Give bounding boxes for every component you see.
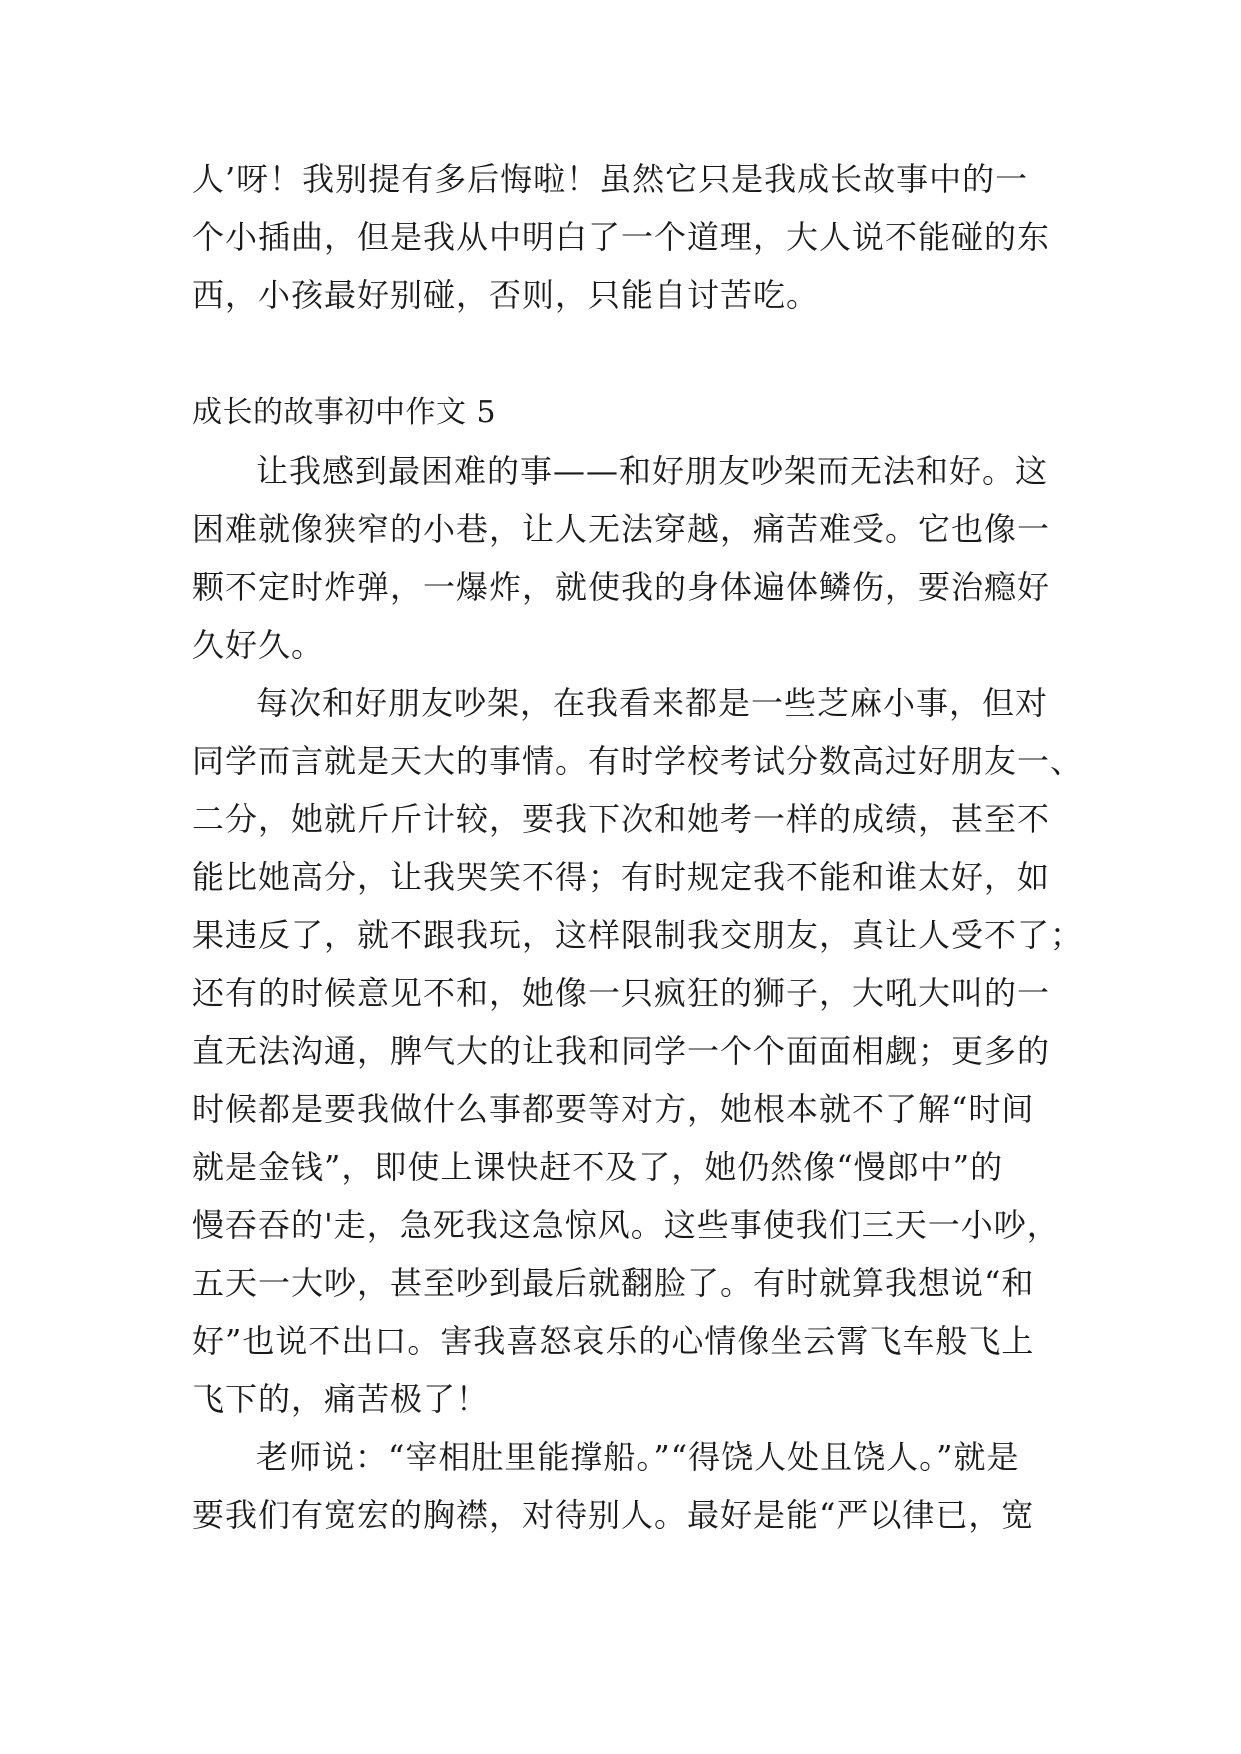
text-line: 久好久。 [192,626,325,664]
text-line: 时候都是要我做什么事都要等对方，她根本就不了解“时间 [192,1090,1035,1128]
text-line: 慢吞吞的'走，急死我这急惊风。这些事使我们三天一小吵， [192,1206,1060,1244]
text-line: 要我们有宽宏的胸襟，对待别人。最好是能“严以律已，宽 [192,1496,1035,1534]
text-line: 让我感到最困难的事——和好朋友吵架而无法和好。这 [256,452,1049,490]
text-line: 好”也说不出口。害我喜怒哀乐的心情像坐云霄飞车般飞上 [192,1322,1035,1360]
text-line: 二分，她就斤斤计较，要我下次和她考一样的成绩，甚至不 [192,800,1051,838]
text-line: 人’呀！我别提有多后悔啦！虽然它只是我成长故事中的一 [192,160,1029,198]
text-line: 就是金钱”，即使上课快赶不及了，她仍然像“慢郎中”的 [192,1148,1004,1186]
paragraph [192,1428,1052,1544]
paragraph [192,442,1052,674]
document-body [192,150,1084,1544]
text-line: 果违反了，就不跟我玩，这样限制我交朋友，真让人受不了； [192,916,1084,954]
text-line: 直无法沟通，脾气大的让我和同学一个个面面相觑；更多的 [192,1032,1051,1070]
text-line: 还有的时候意见不和，她像一只疯狂的狮子，大吼大叫的一 [192,974,1051,1012]
section-gap [192,324,1052,384]
text-line: 西，小孩最好别碰，否则，只能自讨苦吃。 [192,276,820,314]
paragraph [192,674,1084,1428]
text-line: 飞下的，痛苦极了！ [192,1380,490,1418]
text-line: 颗不定时炸弹，一爆炸，就使我的身体遍体鳞伤，要治瘾好 [192,568,1051,606]
text-line: 老师说：“宰相肚里能撑船。”“得饶人处且饶人。”就是 [256,1438,1020,1476]
text-line: 五天一大吵，甚至吵到最后就翻脸了。有时就算我想说“和 [192,1264,1035,1302]
text-line: 个小插曲，但是我从中明白了一个道理，大人说不能碰的东 [192,218,1051,256]
text-line: 每次和好朋友吵架，在我看来都是一些芝麻小事，但对 [256,684,1049,722]
section-heading: 成长的故事初中作文 5 [192,395,497,430]
text-line: 同学而言就是天大的事情。有时学校考试分数高过好朋友一、 [192,742,1084,780]
text-line: 能比她高分，让我哭笑不得；有时规定我不能和谁太好，如 [192,858,1051,896]
text-line: 困难就像狭窄的小巷，让人无法穿越，痛苦难受。它也像一 [192,510,1051,548]
